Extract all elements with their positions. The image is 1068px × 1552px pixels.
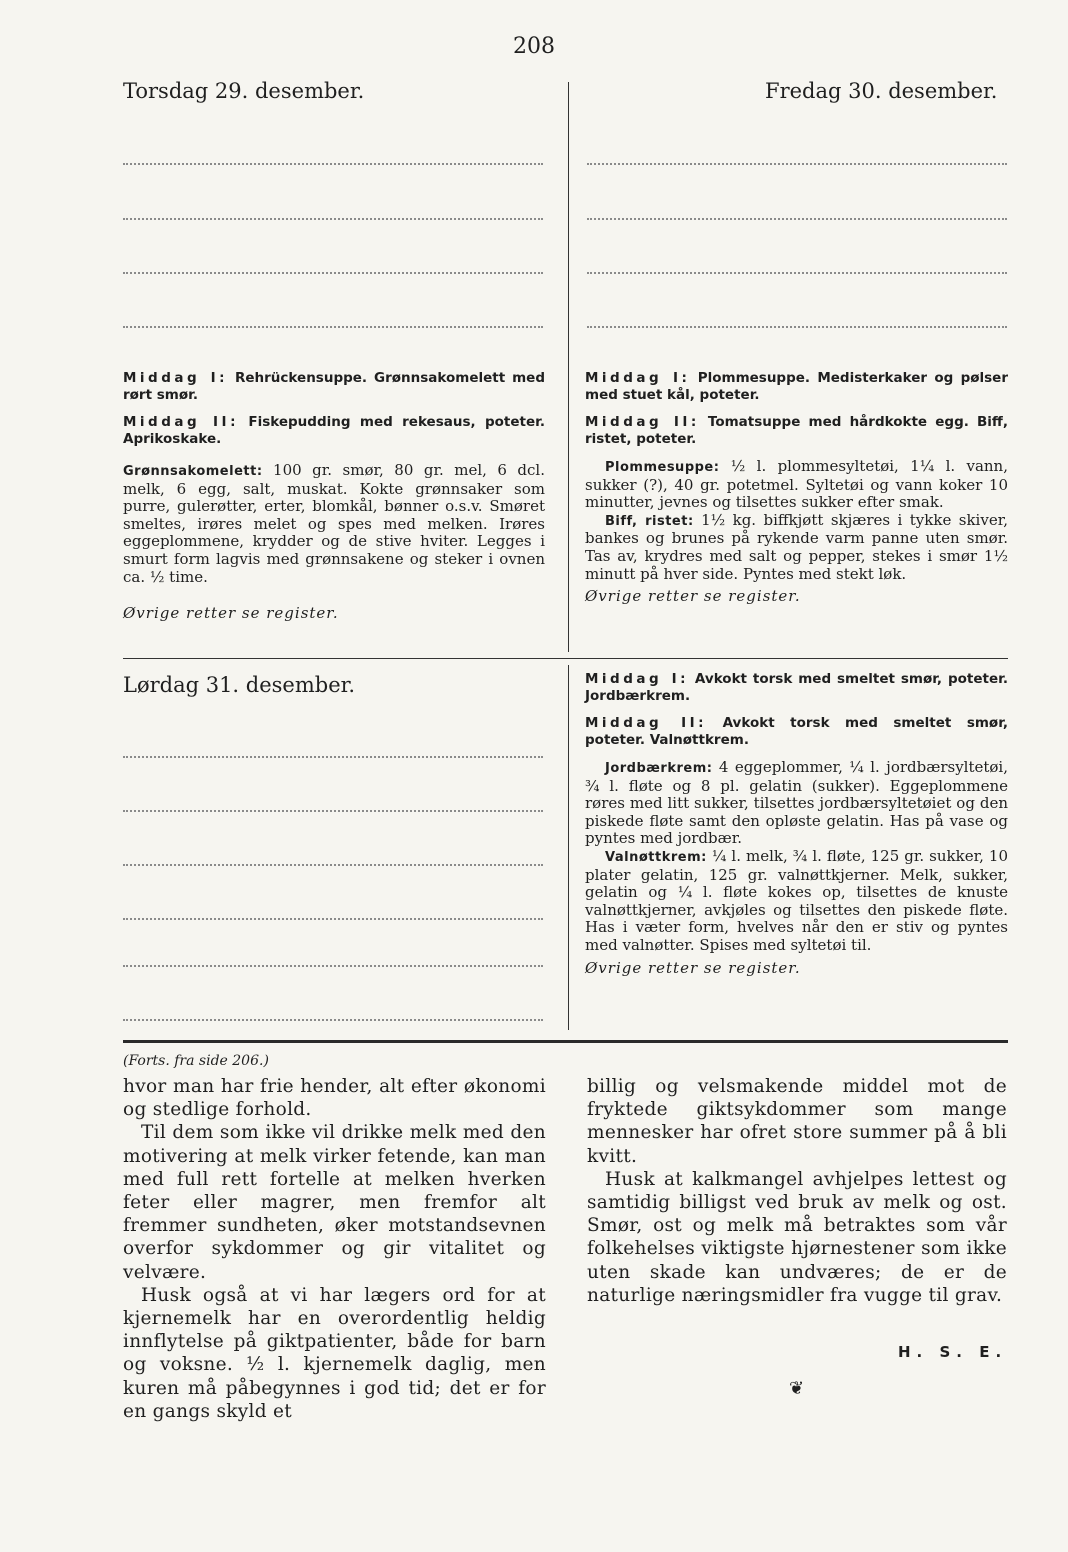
friday-menu	[585, 370, 1008, 605]
note-line	[123, 218, 543, 220]
continued-note: (Forts. fra side 206.)	[123, 1053, 269, 1069]
thursday-middag-2	[123, 414, 545, 448]
saturday-ovrige: Øvrige retter se register.	[585, 958, 801, 977]
note-line	[123, 965, 543, 967]
note-line	[587, 218, 1007, 220]
middag-label: Middag I:	[123, 370, 229, 386]
note-line	[123, 864, 543, 866]
note-line	[123, 326, 543, 328]
recipe-name: Valnøttkrem:	[605, 849, 707, 865]
page-number: 208	[513, 34, 555, 59]
middag-text: Plommesuppe. Medisterkaker og pølser med stuet kål, poteter.	[585, 370, 1009, 403]
friday-ovrige: Øvrige retter se register.	[585, 587, 801, 606]
heavy-rule	[123, 1040, 1008, 1043]
middag-text: Fiskepudding med rekesaus, poteter. Aprikoskake.	[123, 414, 546, 447]
article-right-column	[587, 1075, 1007, 1307]
friday-recipe-2	[585, 512, 1008, 583]
note-line	[123, 272, 543, 274]
article-paragraph: Til dem som ikke vil drikke melk med den motivering at melk virker fetende, kan man med full rett fortelle at melken hverken feter eller magrer, men fremfor alt fremmer sundheten, øker motstandsevnen overfor sykdommer og gir vitalitet og velvære.	[123, 1122, 546, 1283]
middag-label: Middag II:	[123, 414, 239, 430]
thursday-menu	[123, 370, 545, 622]
recipe-name: Biff, ristet:	[605, 513, 694, 529]
friday-middag-2	[585, 414, 1008, 448]
note-line	[123, 756, 543, 758]
column-divider	[568, 665, 569, 1030]
saturday-middag-1	[585, 671, 1008, 705]
recipe-text: ¼ l. melk, ¾ l. fløte, 125 gr. sukker, 10 plater gelatin, 125 gr. valnøttkjerner. Melk, sukker, gelatin og ¼ l. fløte kokes op, tilsettes de knuste valnøttkjerner, avkjøles og tilsettes den piskede fløte. Has i væter form, hvelves når den er stiv og pyntes med valnøtter. Spises med syltetøi til.	[585, 846, 1008, 954]
article-paragraph: hvor man har frie hender, alt efter økonomi og stedlige forhold.	[123, 1076, 546, 1121]
article-left-column	[123, 1075, 546, 1423]
recipe-name: Plommesuppe:	[605, 460, 720, 475]
thursday-recipe	[123, 462, 545, 586]
article-paragraph: Husk også at vi har lægers ord for at kjernemelk har en overordentlig heldig innflytelse på giktpatienter, både for barn og voksne. ½ l. kjernemelk daglig, men kuren må påbegynnes i god tid; det er for en gangs skyld et	[123, 1284, 546, 1422]
saturday-heading: Lørdag 31. desember.	[123, 673, 356, 697]
middag-text: Avkokt torsk med smeltet smør, poteter. Jordbærkrem.	[585, 671, 1008, 704]
recipe-text: 100 gr. smør, 80 gr. mel, 6 dcl. melk, 6 egg, salt, muskat. Kokte grønnsaker som purre, gulerøtter, erter, blomkål, bønner o.s.v. Smøret smeltes, irøres melet og spes med melken. Irøres eggeplommene, krydder og de stive hviter. Legges i smurt form lagvis med grønnsakene og steker i ovnen ca. ½ time.	[123, 461, 545, 586]
fleuron-icon: ❦	[789, 1378, 805, 1399]
saturday-menu	[585, 671, 1008, 977]
thursday-heading: Torsdag 29. desember.	[123, 79, 365, 103]
note-line	[587, 163, 1007, 165]
middag-label: Middag I:	[585, 671, 689, 687]
saturday-recipe-2	[585, 848, 1008, 955]
note-line	[123, 810, 543, 812]
saturday-recipe-1	[585, 759, 1008, 848]
article-paragraph: billig og velsmakende middel mot de fryktede giktsykdommer som mange mennesker har ofret store summer på å bli kvitt.	[587, 1076, 1007, 1167]
signature: H. S. E.	[898, 1343, 1008, 1361]
section-divider	[123, 658, 1008, 659]
recipe-text: 4 eggeplommer, ¼ l. jordbærsyltetøi, ¾ l. fløte og 8 pl. gelatin (sukker). Eggeplommene røres med litt sukker, tilsettes jordbærsyltetøiet og den piskede fløte samt den opløste gelatin. Has på vase og pyntes med jordbær.	[585, 758, 1008, 848]
thursday-ovrige: Øvrige retter se register.	[123, 604, 339, 623]
middag-text: Tomatsuppe med hårdkokte egg. Biff, ristet, poteter.	[585, 414, 1008, 447]
middag-label: Middag I:	[585, 370, 691, 386]
recipe-text: ½ l. plommesyltetøi, 1¼ l. vann, sukker (?), 40 gr. potetmel. Syltetøi og vann koker 10 minutter, jevnes og tilsettes sukker efter smak.	[585, 457, 1008, 512]
middag-text: Rehrückensuppe. Grønnsakomelett med rørt smør.	[123, 370, 546, 403]
column-divider	[568, 82, 569, 652]
note-line	[587, 326, 1007, 328]
recipe-name: Jordbærkrem:	[605, 761, 713, 776]
middag-text: Avkokt torsk med smeltet smør, poteter. Valnøttkrem.	[585, 715, 1008, 748]
note-line	[123, 1019, 543, 1021]
note-line	[123, 163, 543, 165]
friday-middag-1	[585, 370, 1008, 404]
friday-heading: Fredag 30. desember.	[765, 79, 998, 103]
note-line	[587, 272, 1007, 274]
recipe-text: 1½ kg. biffkjøtt skjæres i tykke skiver, bankes og brunes på rykende varm panne uten smør. Tas av, krydres med salt og pepper, stekes i smør 1½ minutt på hver side. Pyntes med stekt løk.	[585, 510, 1008, 583]
friday-recipe-1	[585, 458, 1008, 512]
recipe-name: Grønnsakomelett:	[123, 464, 263, 479]
note-line	[123, 918, 543, 920]
thursday-middag-1	[123, 370, 545, 404]
article-paragraph: Husk at kalkmangel avhjelpes lettest og samtidig billigst ved bruk av melk og ost. Smør, ost og melk må betraktes som vår folkehelses viktigste hjørnestener som ikke uten skade kan undværes; de er de naturlige næringsmidler fra vugge til grav.	[587, 1168, 1007, 1306]
middag-label: Middag II:	[585, 414, 700, 430]
middag-label: Middag II:	[585, 715, 708, 731]
saturday-middag-2	[585, 715, 1008, 749]
